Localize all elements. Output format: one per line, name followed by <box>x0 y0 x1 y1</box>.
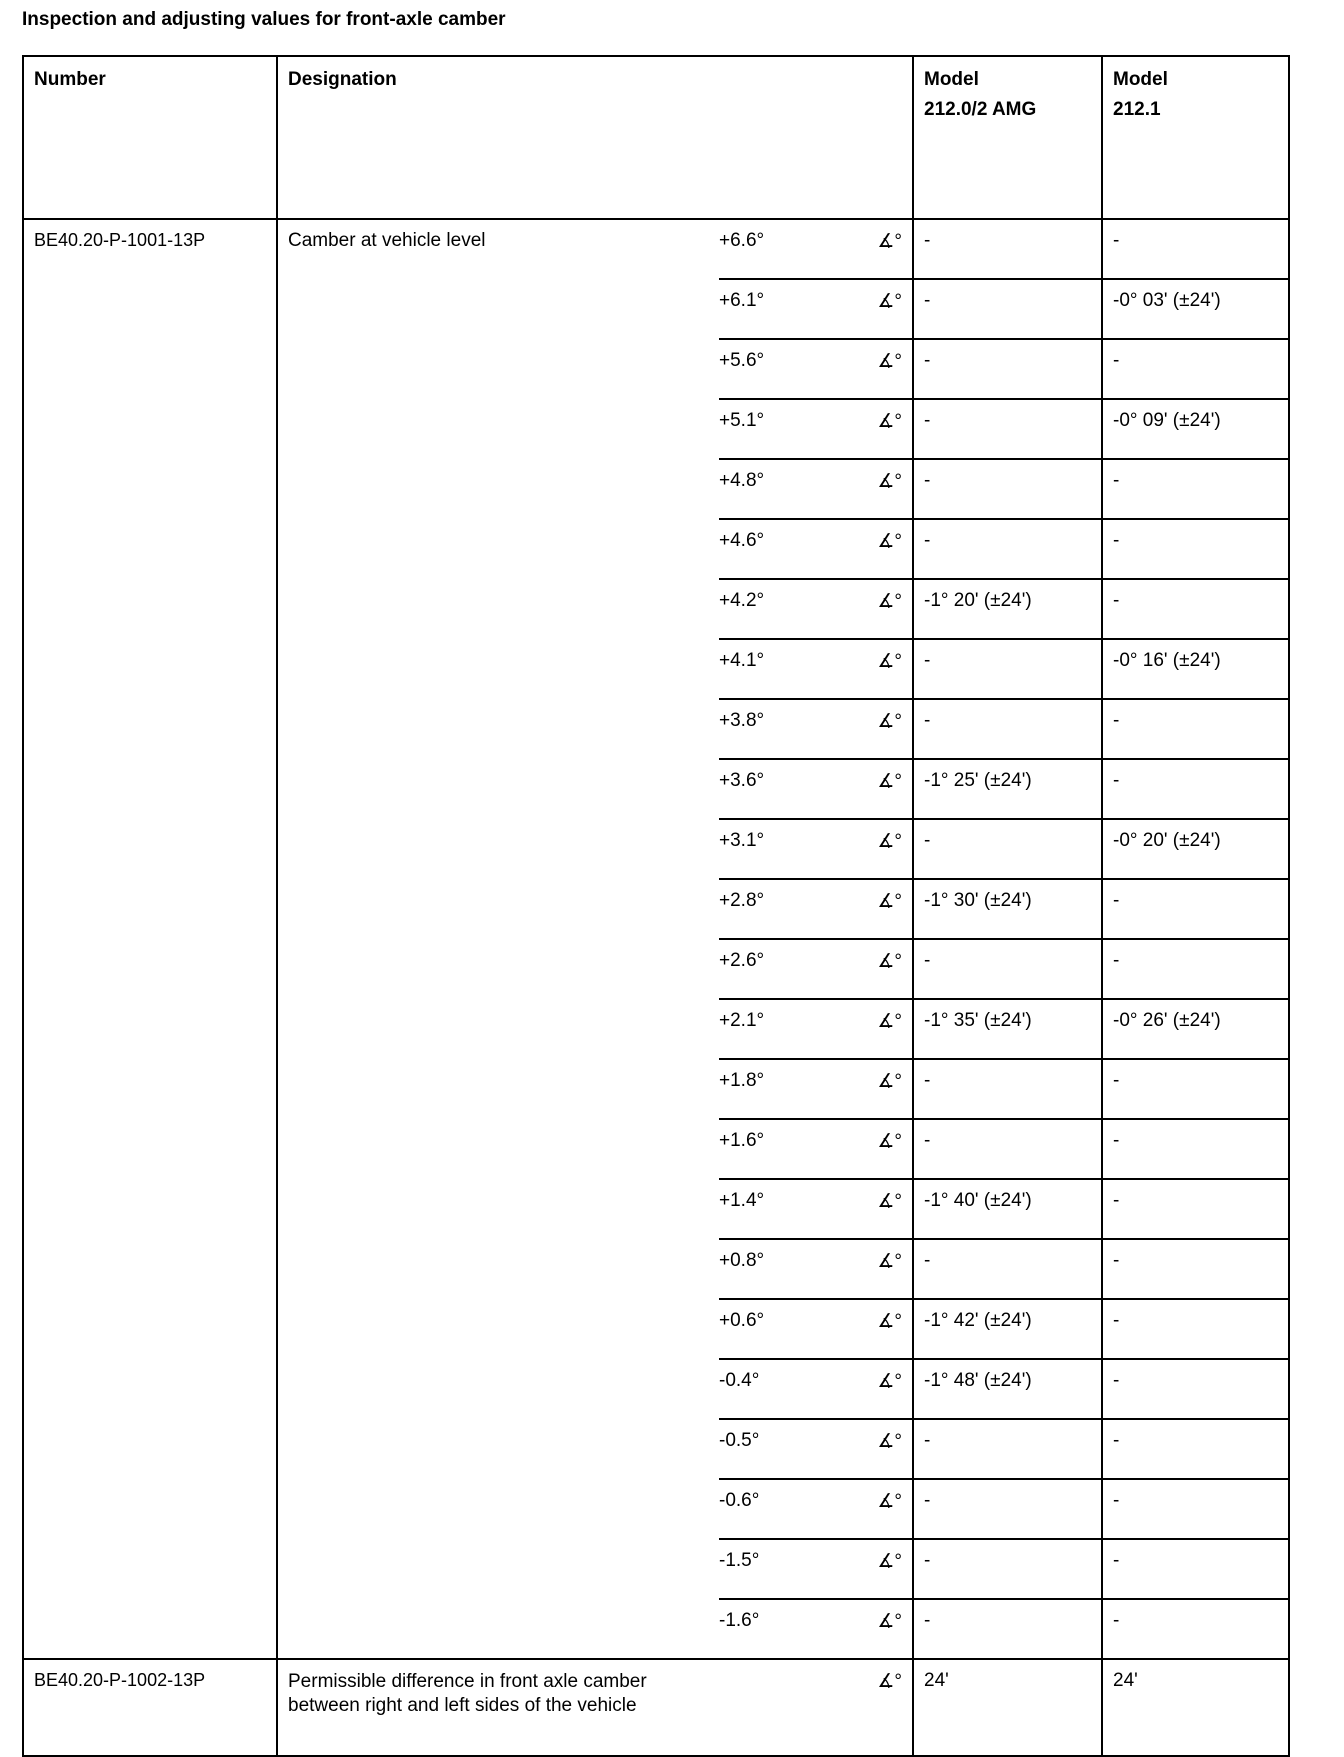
camber-angle: +4.2° <box>719 579 849 639</box>
value-model-a: - <box>913 1239 1102 1299</box>
value-model-a: -1° 20' (±24') <box>913 579 1102 639</box>
angle-symbol-icon: ∡° <box>849 399 913 459</box>
value-model-a: - <box>913 1419 1102 1479</box>
value-model-a: - <box>913 339 1102 399</box>
difference-designation <box>277 1659 849 1756</box>
camber-angle: +0.8° <box>719 1239 849 1299</box>
value-model-a: - <box>913 1539 1102 1599</box>
difference-model-a: 24' <box>913 1659 1102 1756</box>
camber-angle: -1.6° <box>719 1599 849 1659</box>
value-model-a: - <box>913 1599 1102 1659</box>
value-model-b: - <box>1102 879 1289 939</box>
angle-symbol-icon: ∡° <box>849 459 913 519</box>
camber-angle: +4.1° <box>719 639 849 699</box>
angle-symbol-icon: ∡° <box>849 1419 913 1479</box>
camber-designation: Camber at vehicle level <box>277 219 719 1659</box>
angle-symbol-icon: ∡° <box>849 579 913 639</box>
header-model-a-line2: 212.0/2 AMG <box>924 99 1037 120</box>
angle-symbol-icon: ∡° <box>849 1059 913 1119</box>
camber-angle: -0.5° <box>719 1419 849 1479</box>
value-model-b: - <box>1102 339 1289 399</box>
angle-symbol-icon: ∡° <box>849 1179 913 1239</box>
value-model-b: -0° 20' (±24') <box>1102 819 1289 879</box>
angle-symbol-icon: ∡° <box>849 939 913 999</box>
angle-symbol-icon: ∡° <box>849 1599 913 1659</box>
header-row <box>23 56 1289 219</box>
value-model-b: - <box>1102 699 1289 759</box>
table-row <box>23 219 1289 279</box>
angle-symbol-icon: ∡° <box>849 1539 913 1599</box>
angle-symbol-icon: ∡° <box>849 819 913 879</box>
value-model-b: - <box>1102 1599 1289 1659</box>
angle-symbol-icon: ∡° <box>849 1119 913 1179</box>
value-model-b: - <box>1102 519 1289 579</box>
angle-symbol-icon: ∡° <box>849 1299 913 1359</box>
camber-angle: +5.6° <box>719 339 849 399</box>
value-model-a: - <box>913 1059 1102 1119</box>
camber-angle: +6.6° <box>719 219 849 279</box>
value-model-b: - <box>1102 939 1289 999</box>
page-title: Inspection and adjusting values for front-axle camber <box>22 9 506 30</box>
header-designation: Designation <box>277 56 913 219</box>
value-model-b: - <box>1102 1239 1289 1299</box>
value-model-a: -1° 25' (±24') <box>913 759 1102 819</box>
value-model-b: - <box>1102 1359 1289 1419</box>
value-model-a: - <box>913 819 1102 879</box>
angle-symbol-icon: ∡° <box>849 699 913 759</box>
value-model-a: -1° 40' (±24') <box>913 1179 1102 1239</box>
angle-symbol-icon: ∡° <box>849 1239 913 1299</box>
value-model-a: - <box>913 639 1102 699</box>
camber-angle: +2.8° <box>719 879 849 939</box>
value-model-a: - <box>913 519 1102 579</box>
camber-angle: +3.8° <box>719 699 849 759</box>
header-model-b <box>1102 56 1289 219</box>
angle-symbol-icon: ∡° <box>849 279 913 339</box>
camber-angle: +3.1° <box>719 819 849 879</box>
camber-angle: +4.8° <box>719 459 849 519</box>
camber-number: BE40.20-P-1001-13P <box>23 219 277 1659</box>
value-model-a: - <box>913 399 1102 459</box>
angle-symbol-icon: ∡° <box>849 999 913 1059</box>
camber-angle: -1.5° <box>719 1539 849 1599</box>
camber-angle: +5.1° <box>719 399 849 459</box>
value-model-a: -1° 30' (±24') <box>913 879 1102 939</box>
value-model-b: -0° 26' (±24') <box>1102 999 1289 1059</box>
value-model-a: - <box>913 219 1102 279</box>
camber-body <box>23 219 1289 1659</box>
camber-angle: +3.6° <box>719 759 849 819</box>
difference-row <box>23 1659 1289 1756</box>
value-model-b: - <box>1102 459 1289 519</box>
camber-angle: +4.6° <box>719 519 849 579</box>
camber-angle: -0.4° <box>719 1359 849 1419</box>
value-model-a: - <box>913 279 1102 339</box>
difference-number: BE40.20-P-1002-13P <box>23 1659 277 1756</box>
header-model-b-line1: Model <box>1113 69 1168 90</box>
value-model-b: - <box>1102 1419 1289 1479</box>
difference-designation-line2: between right and left sides of the vehicle <box>288 1695 637 1716</box>
angle-symbol-icon: ∡° <box>849 339 913 399</box>
value-model-b: - <box>1102 1479 1289 1539</box>
value-model-a: -1° 35' (±24') <box>913 999 1102 1059</box>
camber-angle: -0.6° <box>719 1479 849 1539</box>
camber-angle: +1.8° <box>719 1059 849 1119</box>
value-model-b: -0° 16' (±24') <box>1102 639 1289 699</box>
camber-angle: +1.6° <box>719 1119 849 1179</box>
angle-symbol-icon: ∡° <box>849 759 913 819</box>
value-model-a: -1° 48' (±24') <box>913 1359 1102 1419</box>
header-number: Number <box>23 56 277 219</box>
value-model-a: - <box>913 459 1102 519</box>
angle-symbol-icon: ∡° <box>849 519 913 579</box>
value-model-b: - <box>1102 1179 1289 1239</box>
camber-angle: +0.6° <box>719 1299 849 1359</box>
value-model-b: -0° 03' (±24') <box>1102 279 1289 339</box>
value-model-a: - <box>913 699 1102 759</box>
value-model-b: - <box>1102 219 1289 279</box>
value-model-b: - <box>1102 1119 1289 1179</box>
camber-angle: +2.1° <box>719 999 849 1059</box>
header-model-a <box>913 56 1102 219</box>
angle-symbol-icon: ∡° <box>849 219 913 279</box>
value-model-b: - <box>1102 1059 1289 1119</box>
angle-symbol-icon: ∡° <box>849 1659 913 1756</box>
value-model-b: - <box>1102 579 1289 639</box>
value-model-a: - <box>913 1119 1102 1179</box>
camber-angle: +6.1° <box>719 279 849 339</box>
angle-symbol-icon: ∡° <box>849 1479 913 1539</box>
value-model-a: - <box>913 939 1102 999</box>
camber-table <box>22 55 1290 1757</box>
angle-symbol-icon: ∡° <box>849 879 913 939</box>
angle-symbol-icon: ∡° <box>849 1359 913 1419</box>
difference-model-b: 24' <box>1102 1659 1289 1756</box>
value-model-a: -1° 42' (±24') <box>913 1299 1102 1359</box>
difference-designation-line1: Permissible difference in front axle camber <box>288 1671 647 1692</box>
header-model-a-line1: Model <box>924 69 979 90</box>
value-model-b: - <box>1102 1539 1289 1599</box>
value-model-b: - <box>1102 1299 1289 1359</box>
camber-angle: +1.4° <box>719 1179 849 1239</box>
value-model-a: - <box>913 1479 1102 1539</box>
angle-symbol-icon: ∡° <box>849 639 913 699</box>
header-model-b-line2: 212.1 <box>1113 99 1161 120</box>
value-model-b: -0° 09' (±24') <box>1102 399 1289 459</box>
value-model-b: - <box>1102 759 1289 819</box>
camber-angle: +2.6° <box>719 939 849 999</box>
